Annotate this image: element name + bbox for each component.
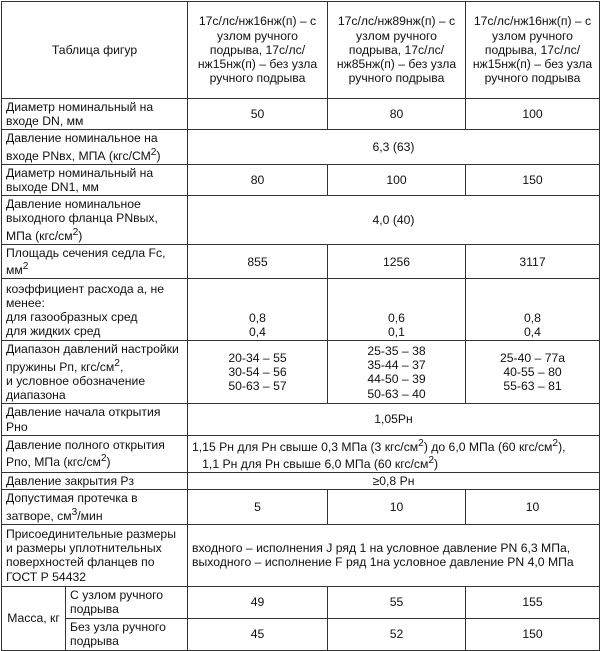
row-label: Диаметр номинальный на входе DN, мм (2, 99, 188, 130)
cell-value: 100 (328, 164, 466, 195)
cell-value: 49 (188, 586, 328, 618)
row-dn (2, 99, 600, 130)
row-p-full (2, 435, 600, 473)
cell-value: 100 (466, 99, 600, 130)
cell-value: 10 (466, 490, 600, 524)
row-range (2, 341, 600, 404)
row-mass-without (2, 618, 600, 650)
row-mass-with (2, 586, 600, 618)
cell-value: 0,6 0,1 (328, 279, 466, 341)
cell-value: 150 (466, 618, 600, 650)
row-leak (2, 490, 600, 524)
cell-value: 0,8 0,4 (466, 279, 600, 341)
row-label: Диапазон давлений настройки пружины Рп, кгс/$см^2$, и условное обозначение диапазона (2, 341, 188, 404)
cell-value: 6,3 (63) (188, 130, 600, 164)
header-col-2: 17с/лс/нж89нж(п) – с узлом ручного подрыва, 17с/лс/нж85нж(п) – без узла ручного подрыва (328, 2, 466, 99)
cell-value: 80 (328, 99, 466, 130)
cell-value: 20-34 – 55 30-54 – 56 50-63 – 57 (188, 341, 328, 404)
row-p-start (2, 404, 600, 435)
row-seat (2, 244, 600, 278)
row-label: Давление начала открытия Рно (2, 404, 188, 435)
cell-value: 1,05Рн (188, 404, 600, 435)
row-dn1 (2, 164, 600, 195)
row-pn-in (2, 130, 600, 164)
cell-value: 1256 (328, 244, 466, 278)
row-sublabel: С узлом ручного подрыва (66, 586, 188, 618)
cell-value: 25-35 – 38 35-44 – 37 44-50 – 39 50-63 – 40 (328, 341, 466, 404)
row-label: Присоединительные размеры и размеры уплотнительных поверхностей фланцев по ГОСТ Р 54432 (2, 524, 188, 586)
cell-value: 855 (188, 244, 328, 278)
mass-label: Масса, кг (2, 586, 66, 650)
cell-value: 5 (188, 490, 328, 524)
cell-value: 150 (466, 164, 600, 195)
cell-value: 4,0 (40) (188, 196, 600, 245)
row-sublabel: Без узла ручного подрыва (66, 618, 188, 650)
cell-value: 52 (328, 618, 466, 650)
header-row (2, 2, 600, 99)
row-label: Давление номинальное выходного фланца PNвых, МПа $(кгс/см^2)$ (2, 196, 188, 245)
row-label: Допустимая протечка в затворе, $см^3$/мин (2, 490, 188, 524)
row-pn-out (2, 196, 600, 245)
cell-value: 3117 (466, 244, 600, 278)
row-label: коэффициент расхода а, не менее: для газообразных сред для жидких сред (2, 279, 188, 341)
cell-value: 10 (328, 490, 466, 524)
cell-value: 1,15 Рн для Рн свыше 0,3 МПа (3 кгс/$см^2$) до 6,0 МПа (60 кгс/$см^2$), 1,1 Рн для Рн свыше 6,0 МПа (60 кгс/$см^2$) (188, 435, 600, 473)
figures-table (1, 1, 600, 651)
row-label: Давление полного открытия Рпо, МПа $(кгс/см^2)$ (2, 435, 188, 473)
row-label: Давление номинальное на входе PNвх, МПА $(кгс/СМ^2)$ (2, 130, 188, 164)
row-label: Диаметр номинальный на выходе DN1, мм (2, 164, 188, 195)
cell-value: 50 (188, 99, 328, 130)
cell-value: 80 (188, 164, 328, 195)
header-col-3: 17с/лс/нж16нж(п) – с узлом ручного подрыва, 17с/лс/нж15нж(п) – без узла ручного подрыва (466, 2, 600, 99)
header-col-1: 17с/лс/нж16нж(п) – с узлом ручного подрыва, 17с/лс/нж15нж(п) – без узла ручного подрыва (188, 2, 328, 99)
row-conn (2, 524, 600, 586)
cell-value: ≥0,8 Рн (188, 473, 600, 490)
header-label: Таблица фигур (2, 2, 188, 99)
row-p-close (2, 473, 600, 490)
cell-value: 45 (188, 618, 328, 650)
cell-value: входного – исполнения J ряд 1 на условное давление PN 6,3 МПа, выходного – исполнение F ряд 1на условное давление PN 4,0 МПа (188, 524, 600, 586)
cell-value: 155 (466, 586, 600, 618)
row-label: Площадь сечения седла Fc, $мм^2$ (2, 244, 188, 278)
cell-value: 55 (328, 586, 466, 618)
row-label: Давление закрытия Рз (2, 473, 188, 490)
cell-value: 25-40 – 77а 40-55 – 80 55-63 – 81 (466, 341, 600, 404)
row-flow (2, 279, 600, 341)
cell-value: 0,8 0,4 (188, 279, 328, 341)
